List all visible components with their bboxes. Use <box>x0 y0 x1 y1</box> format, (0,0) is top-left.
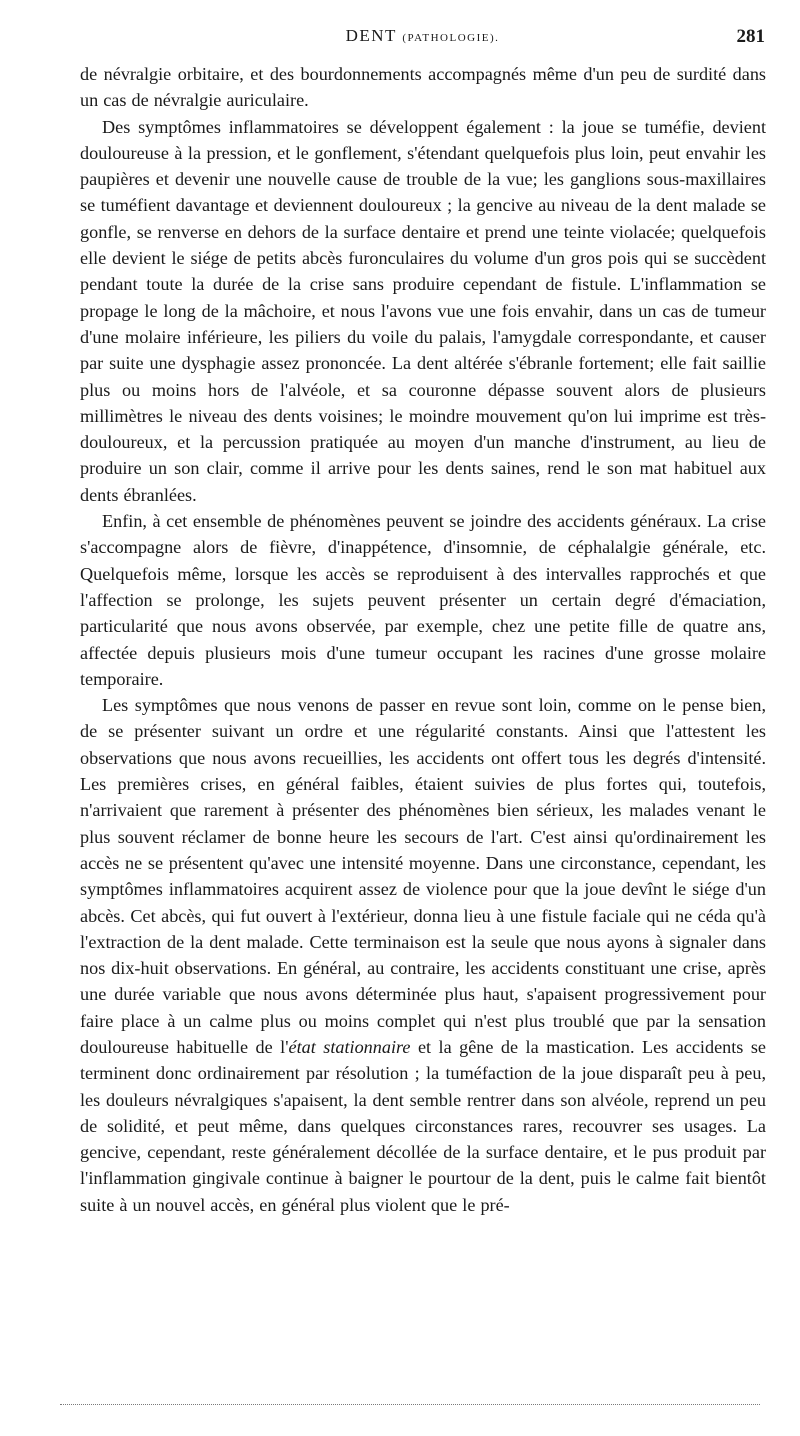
running-head-title: DENT <box>345 26 397 45</box>
paragraph-4 <box>80 692 766 1218</box>
paragraph-3: Enfin, à cet ensemble de phénomènes peuvent se joindre des accidents généraux. La crise s'accompagne alors de fièvre, d'inappétence, d'insomnie, de céphalalgie générale, etc. Quelquefois même, lorsque les accès se reproduisent à des intervalles rapprochés et que l'affection se prolonge, les sujets peuvent présenter un certain degré d'émaciation, particularité que nous avons observée, par exemple, chez une petite fille de quatre ans, affectée depuis plusieurs mois d'une tumeur occupant les racines d'une grosse molaire temporaire. <box>80 511 766 689</box>
running-head-subtitle: (PATHOLOGIE). <box>402 32 500 44</box>
paragraph-1: de névralgie orbitaire, et des bourdonnements accompagnés même d'un peu de surdité dans un cas de névralgie auriculaire. <box>80 64 766 111</box>
paragraph-4-part-2: et la gêne de la mastication. Les accidents se terminent donc ordinairement par résolution ; la tuméfaction de la joue disparaît peu à peu, les douleurs névralgiques s'apaisent, la dent semble rentrer dans son alvéole, reprend un peu de solidité, et peut même, dans quelques circonstances rares, recouvrer ses usages. La gencive, cependant, reste généralement décollée de la surface dentaire, et le pus produit par l'inflammation gingivale continue à baigner le pourtour de la dent, puis le calme fait bientôt suite à un nouvel accès, en général plus violent que le pré- <box>80 1036 766 1215</box>
bottom-dotted-rule <box>60 1404 760 1405</box>
body-text <box>80 61 766 1218</box>
page-header <box>80 26 765 60</box>
paragraph-4-italic-term: état stationnaire <box>288 1036 411 1057</box>
paragraph-4-part-1: Les symptômes que nous venons de passer en revue sont loin, comme on le pense bien, de se présenter suivant un ordre et une régularité constants. Ainsi que l'attestent les observations que nous avons recueillies, les accidents ont offert tous les degrés d'intensité. Les premières crises, en général faibles, étaient suivies de plus fortes qui, toutefois, n'arrivaient que rarement à présenter des phénomènes bien sérieux, les malades venant le plus souvent réclamer de bonne heure les secours de l'art. C'est ainsi qu'ordinairement les accès ne se présentent qu'avec une intensité moyenne. Dans une circonstance, cependant, les symptômes inflammatoires acquirent assez de violence pour que la joue devînt le siége d'un abcès. Cet abcès, qui fut ouvert à l'extérieur, donna lieu à une fistule faciale qui ne céda qu'à l'extraction de la dent malade. Cette terminaison est la seule que nous ayons à signaler dans nos dix-huit observations. En général, au contraire, les accidents constituant une crise, après une durée variable que nous avons déterminée plus haut, s'apaisent progressivement pour faire place à un calme plus ou moins complet qui n'est plus troublé que par la sensation douloureuse habituelle de l' <box>80 695 766 1057</box>
paragraph-2: Des symptômes inflammatoires se développent également : la joue se tuméfie, devient douloureuse à la pression, et le gonflement, s'étendant quelquefois plus loin, peut envahir les paupières et devenir une nouvelle cause de trouble de la vue; les ganglions sous-maxillaires se tuméfient davantage et deviennent douloureux ; la gencive au niveau de la dent malade se gonfle, se renverse en dehors de la surface dentaire et prend une teinte violacée; quelquefois elle devient le siége de petits abcès furonculaires du volume d'un gros pois qui se succèdent pendant toute la durée de la crise sans produire cependant de fistule. L'inflammation se propage le long de la mâchoire, et nous l'avons vue une fois envahir, dans un cas de tumeur d'une molaire inférieure, les piliers du voile du palais, l'amygdale correspondante, et causer par suite une dysphagie assez prononcée. La dent altérée s'ébranle fortement; elle fait saillie plus ou moins hors de l'alvéole, et sa couronne dépasse souvent alors de plusieurs millimètres le niveau des dents voisines; le moindre mouvement qu'on lui imprime est très-douloureux, et la percussion pratiquée au moyen d'un manche d'instrument, au lieu de produire un son clair, comme il arrive pour les dents saines, rend le son mat habituel aux dents ébranlées. <box>80 116 766 505</box>
page-number: 281 <box>736 26 765 47</box>
running-head <box>80 26 765 46</box>
